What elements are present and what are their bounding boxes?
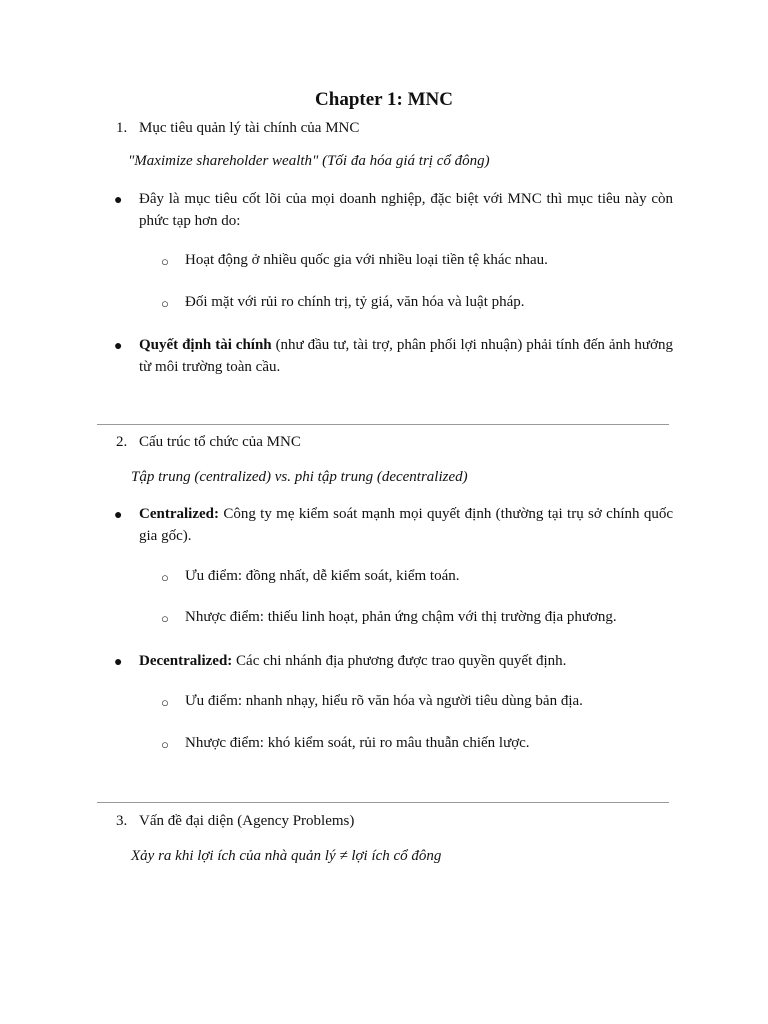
section-2-bullet-1-text: Công ty mẹ kiểm soát mạnh mọi quyết định (thường tại trụ sở chính quốc gia gốc). [139, 506, 673, 544]
circle-bullet-icon: ○ [161, 296, 169, 311]
section-1-bullet-2-bold: Quyết định tài chính [139, 337, 272, 353]
circle-bullet-icon: ○ [161, 611, 169, 626]
circle-bullet-icon: ○ [161, 570, 169, 585]
section-2-bullet-1 [139, 503, 673, 547]
section-1-bullet-2 [139, 334, 673, 378]
chapter-title: Chapter 1: MNC [315, 89, 453, 110]
section-1-bullet-1-text: Đây là mục tiêu cốt lõi của mọi doanh nghiệp, đặc biệt với MNC thì mục tiêu này còn phức tạp hơn do: [139, 191, 673, 229]
section-1-number: 1. [116, 120, 128, 136]
section-2-subitem-4: Nhược điểm: khó kiểm soát, rủi ro mâu thuẫn chiến lược. [185, 735, 530, 751]
bullet-icon: ● [114, 655, 123, 670]
section-3-subtitle: Xảy ra khi lợi ích của nhà quản lý ≠ lợi ích cổ đông [131, 848, 442, 864]
section-2-subitem-2: Nhược điểm: thiếu linh hoạt, phản ứng chậm với thị trường địa phương. [185, 609, 617, 625]
section-1-subitem-1: Hoạt động ở nhiều quốc gia với nhiều loại tiền tệ khác nhau. [185, 252, 548, 268]
bullet-icon: ● [114, 508, 123, 523]
section-2-bullet-2-bold: Decentralized: [139, 653, 233, 669]
section-2-subitem-1: Ưu điểm: đồng nhất, dễ kiểm soát, kiểm toán. [185, 568, 460, 584]
section-1-heading: Mục tiêu quản lý tài chính của MNC [139, 120, 360, 136]
bullet-icon: ● [114, 193, 123, 208]
section-2-bullet-1-bold: Centralized: [139, 506, 219, 522]
section-2-number: 2. [116, 434, 128, 450]
bullet-icon: ● [114, 339, 123, 354]
circle-bullet-icon: ○ [161, 254, 169, 269]
section-divider [97, 424, 669, 425]
section-2-heading: Cấu trúc tổ chức của MNC [139, 434, 301, 450]
section-3-heading: Vấn đề đại diện (Agency Problems) [139, 813, 355, 829]
section-2-bullet-2 [139, 650, 673, 672]
section-1-subtitle: "Maximize shareholder wealth" (Tối đa hóa giá trị cổ đông) [128, 153, 490, 169]
section-1-subitem-2: Đối mặt với rủi ro chính trị, tỷ giá, văn hóa và luật pháp. [185, 294, 525, 310]
section-2-subitem-3: Ưu điểm: nhanh nhạy, hiểu rõ văn hóa và người tiêu dùng bản địa. [185, 693, 583, 709]
section-1-bullet-1 [139, 188, 673, 232]
section-1-bullet-2-text: (như đầu tư, tài trợ, phân phối lợi nhuận) phải tính đến ảnh hưởng từ môi trường toàn cầu. [139, 337, 673, 375]
section-2-bullet-2-text: Các chi nhánh địa phương được trao quyền quyết định. [232, 653, 567, 669]
section-2-subtitle: Tập trung (centralized) vs. phi tập trung (decentralized) [131, 469, 468, 485]
section-3-number: 3. [116, 813, 128, 829]
circle-bullet-icon: ○ [161, 737, 169, 752]
section-divider [97, 802, 669, 803]
circle-bullet-icon: ○ [161, 695, 169, 710]
